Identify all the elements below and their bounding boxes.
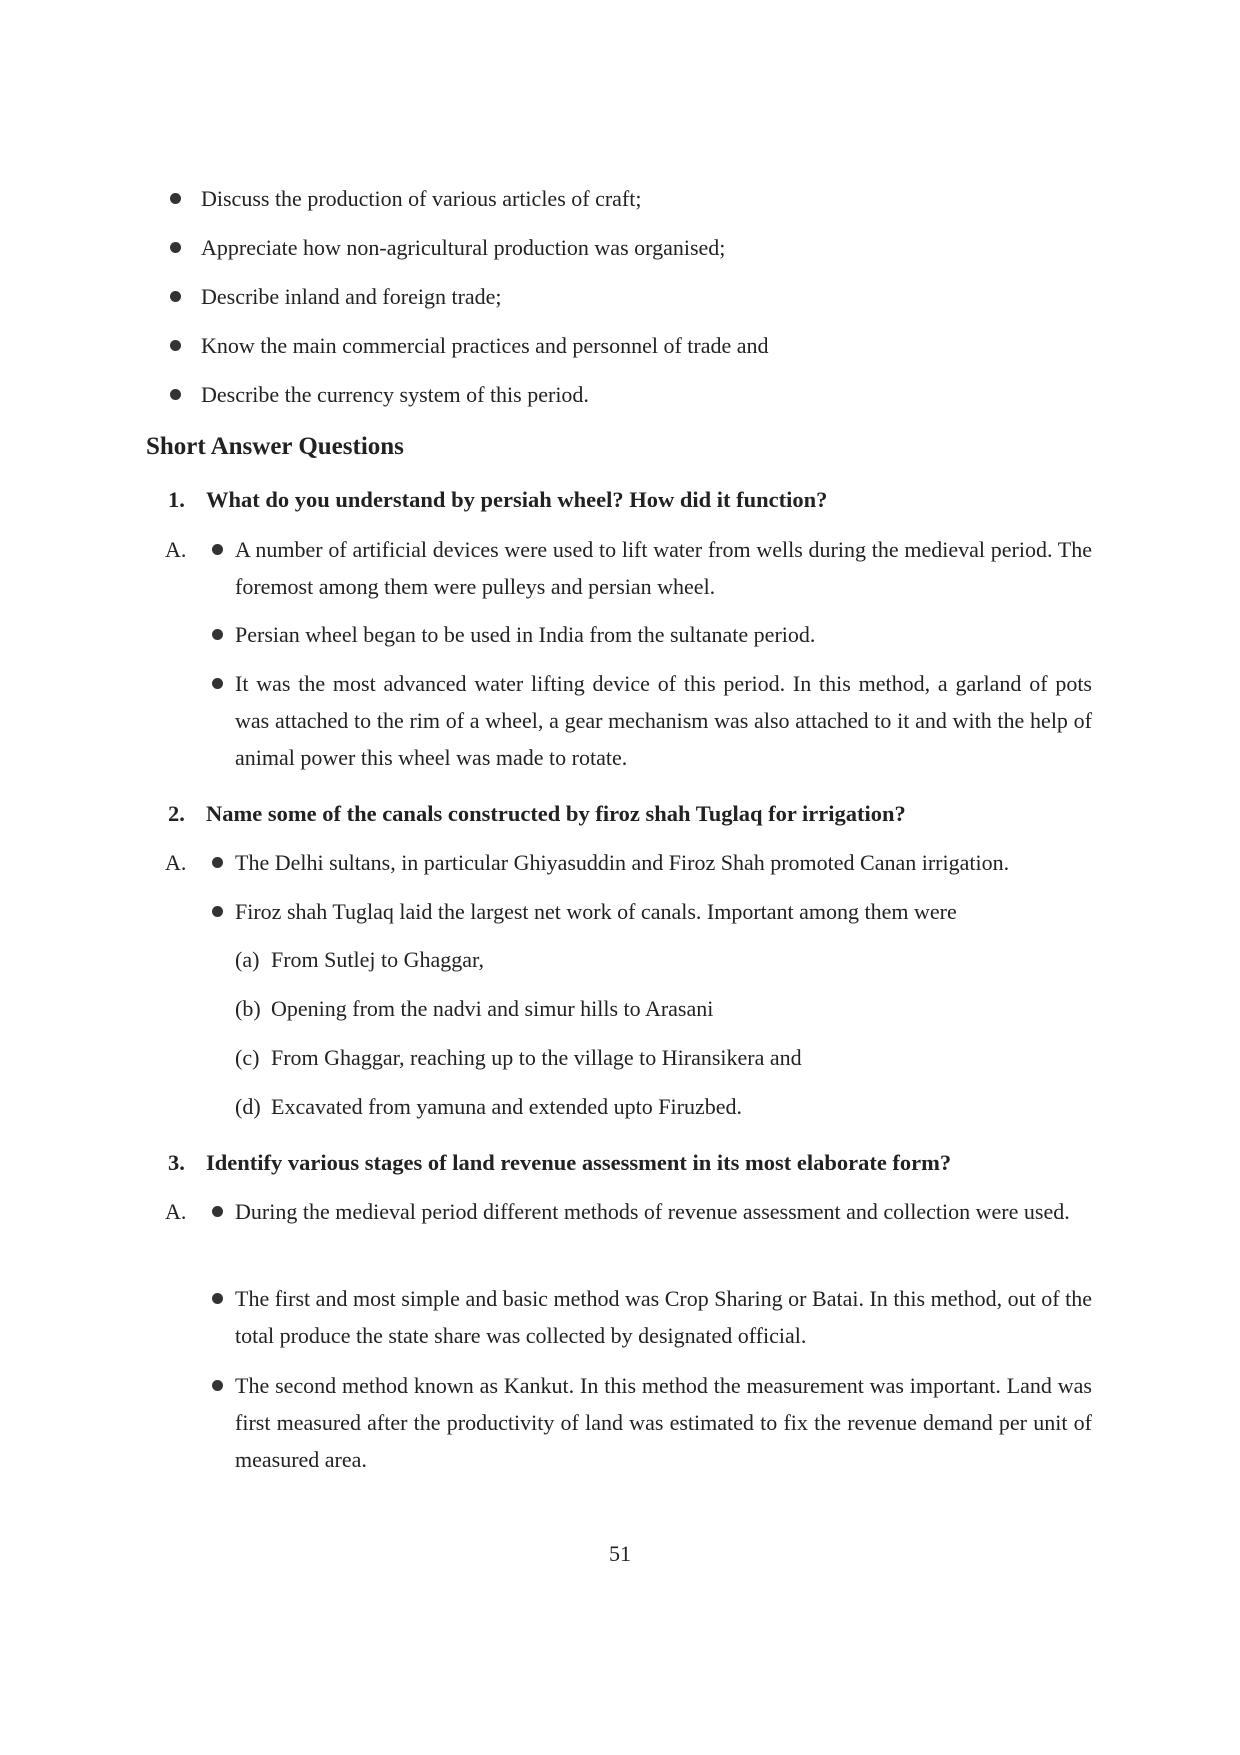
bullet-icon — [212, 1206, 223, 1217]
answer-text: Firoz shah Tuglaq laid the largest net work of canals. Important among them were — [235, 899, 957, 924]
bullet-icon — [170, 291, 181, 302]
answer-text: It was the most advanced water lifting device of this period. In this method, a garland of pots was attached to the rim of a wheel, a gear mechanism was also attached to it and with the help of animal power this wheel was made to rotate. — [235, 671, 1092, 770]
bullet-icon — [212, 1293, 223, 1304]
question-number: 1. — [168, 487, 185, 512]
canal-item-text: Opening from the nadvi and simur hills to Arasani — [271, 996, 714, 1021]
answer-point — [212, 616, 1092, 653]
answer-point — [212, 1367, 1092, 1478]
answer-text: The Delhi sultans, in particular Ghiyasuddin and Firoz Shah promoted Canan irrigation. — [235, 850, 1010, 875]
question-2 — [168, 796, 906, 832]
objective-text: Discuss the production of various articles of craft; — [201, 186, 642, 211]
answer-text: The second method known as Kankut. In this method the measurement was important. Land was first measured after the productivity of land was estimated to fix the revenue demand per unit of measured area. — [235, 1373, 1092, 1472]
canal-item-label: (b) — [235, 996, 261, 1021]
canal-item-text: Excavated from yamuna and extended upto Firuzbed. — [271, 1094, 743, 1119]
bullet-icon — [170, 340, 181, 351]
canal-item-text: From Sutlej to Ghaggar, — [271, 947, 484, 972]
bullet-icon — [212, 544, 223, 555]
answer-text: During the medieval period different methods of revenue assessment and collection were used. — [235, 1199, 1070, 1224]
bullet-icon — [212, 629, 223, 640]
answer-text: A number of artificial devices were used to lift water from wells during the medieval period. The foremost among them were pulleys and persian wheel. — [235, 537, 1092, 599]
bullet-icon — [212, 678, 223, 689]
question-number: 2. — [168, 801, 185, 826]
question-number: 3. — [168, 1150, 185, 1175]
canal-item-text: From Ghaggar, reaching up to the village to Hiransikera and — [271, 1045, 802, 1070]
answer-label: A. — [165, 850, 187, 875]
answer-label: A. — [165, 537, 187, 562]
answer-point — [212, 665, 1092, 776]
bullet-icon — [170, 242, 181, 253]
answer-label: A. — [165, 1199, 187, 1224]
canal-item — [235, 942, 484, 978]
objective-item — [170, 328, 769, 364]
answer-point — [212, 844, 1092, 881]
objective-text: Describe inland and foreign trade; — [201, 284, 502, 309]
answer-point — [212, 531, 1092, 605]
answer-point — [212, 893, 1092, 930]
canal-item-label: (d) — [235, 1094, 261, 1119]
objective-item — [170, 181, 641, 217]
question-text: Identify various stages of land revenue assessment in its most elaborate form? — [206, 1150, 952, 1175]
objective-item — [170, 377, 589, 413]
objective-item — [170, 279, 502, 315]
objective-text: Know the main commercial practices and personnel of trade and — [201, 333, 769, 358]
answer-text: Persian wheel began to be used in India from the sultanate period. — [235, 622, 816, 647]
objective-text: Appreciate how non-agricultural production was organised; — [201, 235, 726, 260]
answer-point — [212, 1193, 1092, 1230]
canal-item-label: (c) — [235, 1045, 260, 1070]
bullet-icon — [212, 906, 223, 917]
question-3 — [168, 1145, 951, 1181]
objective-text: Describe the currency system of this period. — [201, 382, 589, 407]
question-1 — [168, 482, 827, 518]
canal-item — [235, 1089, 742, 1125]
canal-item-label: (a) — [235, 947, 260, 972]
bullet-icon — [170, 193, 181, 204]
bullet-icon — [212, 857, 223, 868]
canal-item — [235, 1040, 802, 1076]
bullet-icon — [212, 1380, 223, 1391]
question-text: What do you understand by persiah wheel? How did it function? — [206, 487, 828, 512]
answer-text: The first and most simple and basic method was Crop Sharing or Batai. In this method, out of the total produce the state share was collected by designated official. — [235, 1286, 1092, 1348]
bullet-icon — [170, 389, 181, 400]
page-number: 51 — [609, 1541, 631, 1566]
canal-item — [235, 991, 713, 1027]
objective-item — [170, 230, 725, 266]
question-text: Name some of the canals constructed by firoz shah Tuglaq for irrigation? — [206, 801, 906, 826]
answer-point — [212, 1280, 1092, 1354]
section-title: Short Answer Questions — [146, 433, 404, 460]
